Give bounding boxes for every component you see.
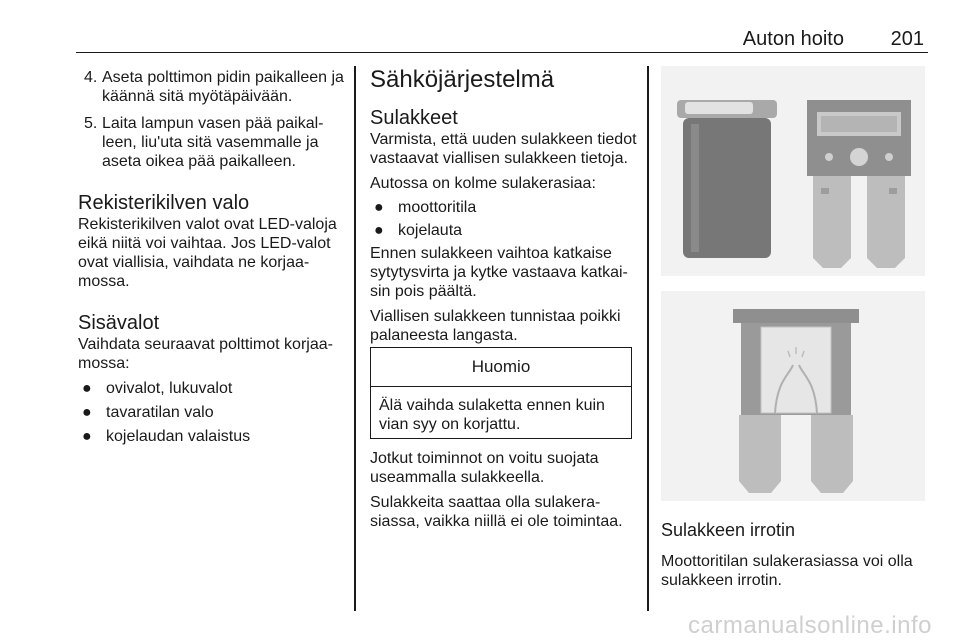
- fuse-paragraph: Ennen sulakkeen vaihtoa katkaise sytytysvirta ja kytke vastaava katkai-sin pois päältä.: [370, 245, 628, 300]
- interior-lights-text: Vaihdata seuraavat polttimot korjaa-mossa:: [78, 336, 333, 372]
- fuse-paragraph: Viallisen sulakkeen tunnistaa poikki palaneesta langasta.: [370, 308, 621, 344]
- bullet-icon: ●: [82, 380, 92, 397]
- header-title: Auton hoito: [742, 28, 844, 50]
- middle-column: [370, 66, 638, 345]
- blown-fuse-icon: [661, 291, 925, 501]
- left-column: [78, 68, 346, 446]
- step-number: 4.: [84, 69, 98, 86]
- plate-light-heading: Rekisterikilven valo: [78, 192, 250, 214]
- step-5: [78, 114, 346, 171]
- interior-lights-heading: Sisävalot: [78, 312, 160, 334]
- page-number: 201: [890, 28, 924, 50]
- fuse-illustration: [661, 66, 925, 276]
- fuse-side-and-front-icon: [661, 66, 925, 276]
- bullet-icon: ●: [82, 428, 92, 445]
- note-body: Älä vaihda sulaketta ennen kuin vian syy on korjattu.: [379, 397, 605, 433]
- blown-fuse-illustration: [661, 291, 925, 501]
- note-box: [370, 347, 632, 439]
- fuses-heading: Sulakkeet: [370, 107, 458, 129]
- watermark: carmanualsonline.info: [688, 612, 932, 639]
- middle-column-lower: [370, 449, 638, 531]
- step-text: Laita lampun vasen pää paikal-leen, liu'uta sitä vasemmalle ja aseta oikea pää paikalleen.: [102, 115, 324, 170]
- fuse-paragraph: Varmista, että uuden sulakkeen tiedot vastaavat viallisen sulakkeen tietoja.: [370, 131, 637, 167]
- note-title: Huomio: [371, 348, 631, 387]
- list-item: ● tavaratilan valo: [82, 404, 214, 421]
- step-4: [78, 68, 346, 106]
- plate-light-text: Rekisterikilven valot ovat LED-valoja eikä niitä voi vaihtaa. Jos LED-valot ovat viallisia, vaihdata ne korjaa-mossa.: [78, 216, 337, 290]
- fuse-puller-text: Moottoritilan sulakerasiassa voi olla sulakkeen irrotin.: [661, 553, 913, 589]
- fuse-puller-heading: Sulakkeen irrotin: [661, 520, 796, 540]
- fuse-paragraph: Sulakkeita saattaa olla sulakera-siassa, vaikka niillä ei ole toimintaa.: [370, 494, 623, 530]
- fuse-paragraph: Jotkut toiminnot on voitu suojata useammalla sulakkeella.: [370, 450, 599, 486]
- right-column-text: [661, 518, 925, 590]
- step-number: 5.: [84, 115, 98, 132]
- column-divider-right: [647, 66, 649, 611]
- page-header: [76, 26, 928, 53]
- step-text: Aseta polttimon pidin paikalleen ja käännä sitä myötäpäivään.: [102, 69, 344, 105]
- electrical-system-heading: Sähköjärjestelmä: [370, 66, 555, 93]
- bullet-icon: ●: [82, 404, 92, 421]
- list-item: ● kojelaudan valaistus: [82, 428, 251, 445]
- list-item: ● ovivalot, lukuvalot: [82, 380, 233, 397]
- fuse-paragraph: Autossa on kolme sulakerasiaa:: [370, 175, 596, 192]
- list-item: ● moottoritila: [374, 199, 477, 216]
- column-divider-left: [354, 66, 356, 611]
- bullet-icon: ●: [374, 199, 384, 216]
- bullet-icon: ●: [374, 222, 384, 239]
- list-item: ● kojelauta: [374, 222, 463, 239]
